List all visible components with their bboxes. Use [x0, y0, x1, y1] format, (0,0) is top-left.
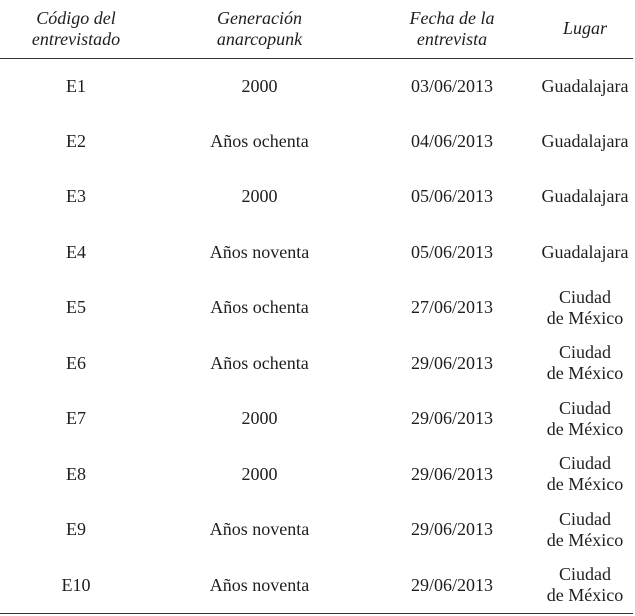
cell-generation: [152, 225, 367, 281]
cell-generation: [152, 447, 367, 503]
table-row: [0, 58, 633, 114]
cell-generation-text: Años noventa: [209, 519, 310, 540]
cell-code: [0, 114, 152, 170]
cell-code-text: E2: [66, 130, 86, 151]
cell-code: [0, 336, 152, 392]
cell-generation: [152, 502, 367, 558]
cell-date: [367, 391, 537, 447]
cell-place-line2: de México: [546, 474, 624, 495]
cell-place-line1: Guadalajara: [541, 130, 629, 151]
cell-place-line1: Ciudad: [559, 286, 611, 307]
cell-place: [537, 502, 633, 558]
cell-code: [0, 280, 152, 336]
header-code: [0, 0, 152, 58]
cell-date-text: 29/06/2013: [410, 519, 493, 540]
cell-place: [537, 336, 633, 392]
table-body: [0, 58, 633, 613]
cell-place: [537, 114, 633, 170]
table-header: [0, 0, 633, 58]
header-generation-line2: anarcopunk: [216, 28, 303, 49]
cell-code: [0, 58, 152, 114]
cell-place-line2: de México: [546, 307, 624, 328]
cell-generation-text: Años ochenta: [210, 130, 309, 151]
cell-generation: [152, 391, 367, 447]
cell-place-line1: Guadalajara: [541, 75, 629, 96]
cell-generation: [152, 114, 367, 170]
cell-date-text: 05/06/2013: [410, 186, 493, 207]
table-row: [0, 336, 633, 392]
cell-generation-text: 2000: [241, 463, 278, 484]
cell-place-line1: Guadalajara: [541, 186, 629, 207]
table-row: [0, 114, 633, 170]
table-row: [0, 169, 633, 225]
cell-place: [537, 391, 633, 447]
cell-generation: [152, 169, 367, 225]
cell-place: [537, 58, 633, 114]
cell-generation-text: Años noventa: [209, 574, 310, 595]
cell-date-text: 29/06/2013: [410, 352, 493, 373]
cell-date: [367, 169, 537, 225]
cell-place: [537, 169, 633, 225]
cell-date: [367, 225, 537, 281]
cell-code-text: E8: [66, 463, 86, 484]
cell-code: [0, 502, 152, 558]
table-row: [0, 225, 633, 281]
cell-generation-text: 2000: [241, 408, 278, 429]
cell-code: [0, 391, 152, 447]
cell-date: [367, 58, 537, 114]
header-code-line1: Código del: [36, 7, 116, 28]
cell-place-line2: de México: [546, 585, 624, 605]
cell-code-text: E6: [66, 352, 86, 373]
cell-code-text: E10: [61, 574, 91, 595]
cell-place: [537, 558, 633, 614]
cell-place-line1: Ciudad: [559, 564, 611, 584]
header-place: [537, 0, 633, 58]
cell-date-text: 29/06/2013: [410, 408, 493, 429]
cell-code-text: E5: [66, 297, 86, 318]
cell-code: [0, 447, 152, 503]
cell-place-line1: Ciudad: [559, 508, 611, 529]
cell-date: [367, 447, 537, 503]
cell-generation-text: Años ochenta: [210, 297, 309, 318]
table-row: [0, 280, 633, 336]
cell-date: [367, 558, 537, 614]
cell-date-text: 29/06/2013: [410, 463, 493, 484]
cell-place: [537, 447, 633, 503]
cell-code: [0, 169, 152, 225]
cell-date: [367, 280, 537, 336]
cell-place-line2: de México: [546, 418, 624, 439]
table-row: [0, 502, 633, 558]
header-generation-line1: Generación: [217, 7, 302, 28]
cell-place-line1: Ciudad: [559, 453, 611, 474]
cell-date: [367, 336, 537, 392]
cell-code-text: E1: [66, 75, 86, 96]
table-row: [0, 558, 633, 614]
cell-generation: [152, 558, 367, 614]
cell-date-text: 04/06/2013: [410, 130, 493, 151]
cell-place-line1: Ciudad: [559, 342, 611, 363]
cell-date-text: 05/06/2013: [410, 241, 493, 262]
header-generation: [152, 0, 367, 58]
cell-generation-text: Años noventa: [209, 241, 310, 262]
cell-code: [0, 558, 152, 614]
cell-place: [537, 225, 633, 281]
cell-date-text: 03/06/2013: [410, 75, 493, 96]
cell-date: [367, 502, 537, 558]
cell-date-text: 27/06/2013: [410, 297, 493, 318]
table-row: [0, 447, 633, 503]
header-date: [367, 0, 537, 58]
header-code-line2: entrevistado: [31, 28, 121, 49]
cell-code-text: E7: [66, 408, 86, 429]
cell-place: [537, 280, 633, 336]
cell-generation-text: 2000: [241, 75, 278, 96]
header-date-line2: entrevista: [416, 28, 488, 49]
cell-generation-text: 2000: [241, 186, 278, 207]
header-row: [0, 0, 633, 58]
cell-place-line2: de México: [546, 529, 624, 550]
header-place-line1: Lugar: [562, 18, 607, 39]
cell-generation-text: Años ochenta: [210, 352, 309, 373]
cell-generation: [152, 336, 367, 392]
table-row: [0, 391, 633, 447]
cell-generation: [152, 58, 367, 114]
cell-place-line1: Ciudad: [559, 397, 611, 418]
cell-code-text: E4: [66, 241, 86, 262]
cell-place-line1: Guadalajara: [541, 241, 629, 262]
header-date-line1: Fecha de la: [409, 7, 495, 28]
cell-code: [0, 225, 152, 281]
cell-generation: [152, 280, 367, 336]
cell-place-line2: de México: [546, 363, 624, 384]
cell-date: [367, 114, 537, 170]
cell-code-text: E9: [66, 519, 86, 540]
cell-date-text: 29/06/2013: [410, 574, 493, 595]
cell-code-text: E3: [66, 186, 86, 207]
